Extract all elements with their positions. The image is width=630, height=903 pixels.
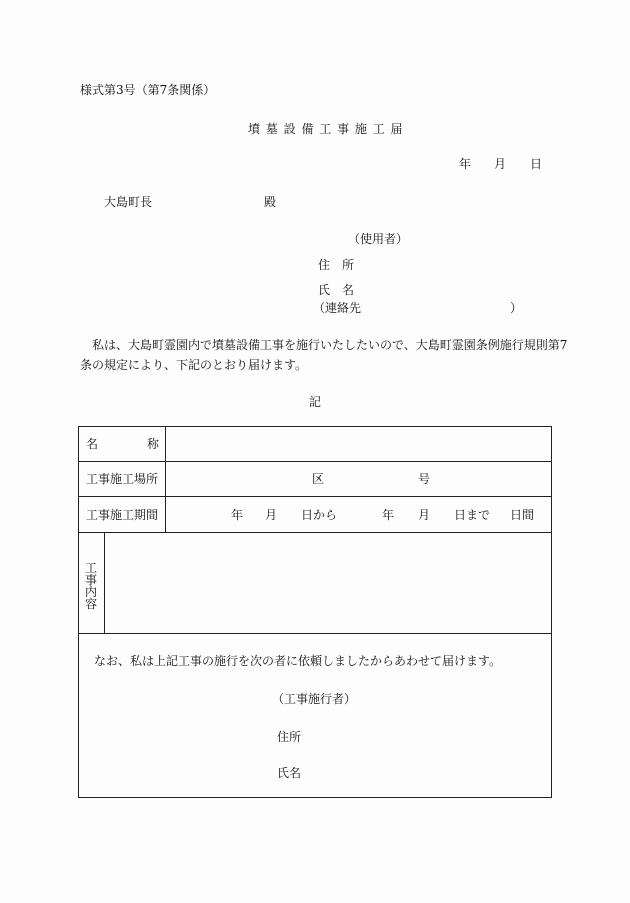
content-label-char-4: 容 [85,597,98,611]
applicant-heading: （使用者） [348,232,409,246]
period-year-start: 年 [231,508,244,522]
body-text-line-1: 私は、大島町霊園内で墳墓設備工事を施行いたしたいので、大島町霊園条例施行規則第7 [92,338,568,352]
place-ku: 区 [312,472,325,486]
contractor-address-field[interactable] [305,726,545,746]
content-field[interactable] [105,533,551,633]
addressee-name: 大島町長 [104,195,153,209]
period-year-end: 年 [382,508,395,522]
ki-heading: 記 [309,395,322,409]
name-label-second: 称 [147,437,160,451]
content-label-char-1: 工 [85,561,98,575]
applicant-name-label: 氏 名 [318,283,355,297]
period-field[interactable] [166,497,551,532]
period-month-start: 月 [265,508,278,522]
name-label-first: 名 [86,437,99,451]
applicant-contact-open: （連絡先 [313,301,362,315]
content-label-char-2: 事 [85,573,98,587]
contractor-heading: （工事施行者） [272,692,357,706]
contractor-name-label: 氏名 [277,766,302,780]
place-go: 号 [418,472,431,486]
content-label-char-3: 内 [85,585,98,599]
applicant-contact-close: ） [510,301,523,315]
applicant-address-label: 住 所 [318,258,355,272]
contractor-name-field[interactable] [305,762,545,782]
place-field[interactable] [166,462,551,496]
period-month-end: 月 [418,508,431,522]
period-days: 日間 [510,508,535,522]
form-number: 様式第3号（第7条関係） [80,83,216,97]
period-from: 日から [301,508,338,522]
addressee-honorific: 殿 [264,195,277,209]
document-title: 墳 墓 設 備 工 事 施 工 届 [248,122,404,136]
period-until: 日まで [454,508,491,522]
date-month: 月 [494,157,507,171]
place-label: 工事施工場所 [86,472,159,486]
date-year: 年 [459,157,472,171]
contractor-address-label: 住所 [277,730,302,744]
contractor-note: なお、私は上記工事の施行を次の者に依頼しましたからあわせて届けます。 [94,654,502,668]
period-label: 工事施工期間 [86,508,159,522]
body-text-line-2: 条の規定により、下記のとおり届けます。 [80,358,308,372]
name-field[interactable] [166,427,551,461]
date-day: 日 [530,157,543,171]
